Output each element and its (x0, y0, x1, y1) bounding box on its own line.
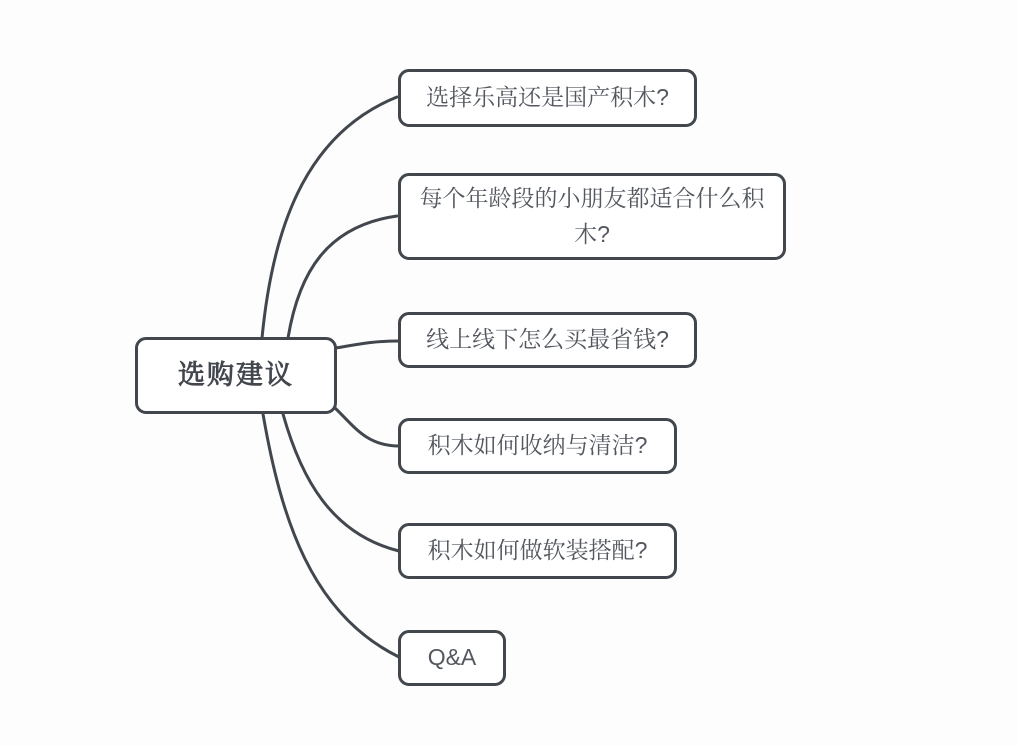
connector-line-branch-6 (263, 414, 399, 657)
root-node-label: 选购建议 (178, 359, 294, 390)
branch-node-1[interactable] (398, 69, 697, 127)
connector-line-branch-1 (262, 97, 397, 338)
branch-node-label: 每个年龄段的小朋友都适合什么积木? (419, 184, 765, 247)
branch-node-2[interactable] (398, 173, 786, 260)
branch-node-label: 线上线下怎么买最省钱? (426, 326, 669, 353)
root-node[interactable] (135, 337, 337, 414)
branch-node-5[interactable] (398, 523, 677, 579)
connector-line-branch-2 (288, 216, 397, 338)
branch-node-6[interactable] (398, 630, 506, 686)
branch-node-4[interactable] (398, 418, 677, 474)
connector-line-branch-5 (283, 414, 399, 551)
branch-node-label: 选择乐高还是国产积木? (426, 84, 669, 111)
branch-node-label: Q&A (427, 644, 477, 671)
connector-line-branch-4 (334, 407, 399, 446)
branch-node-label: 积木如何收纳与清洁? (427, 432, 648, 459)
branch-node-label: 积木如何做软装搭配? (427, 537, 648, 564)
connector-line-branch-3 (336, 341, 399, 348)
branch-node-3[interactable] (398, 312, 697, 368)
